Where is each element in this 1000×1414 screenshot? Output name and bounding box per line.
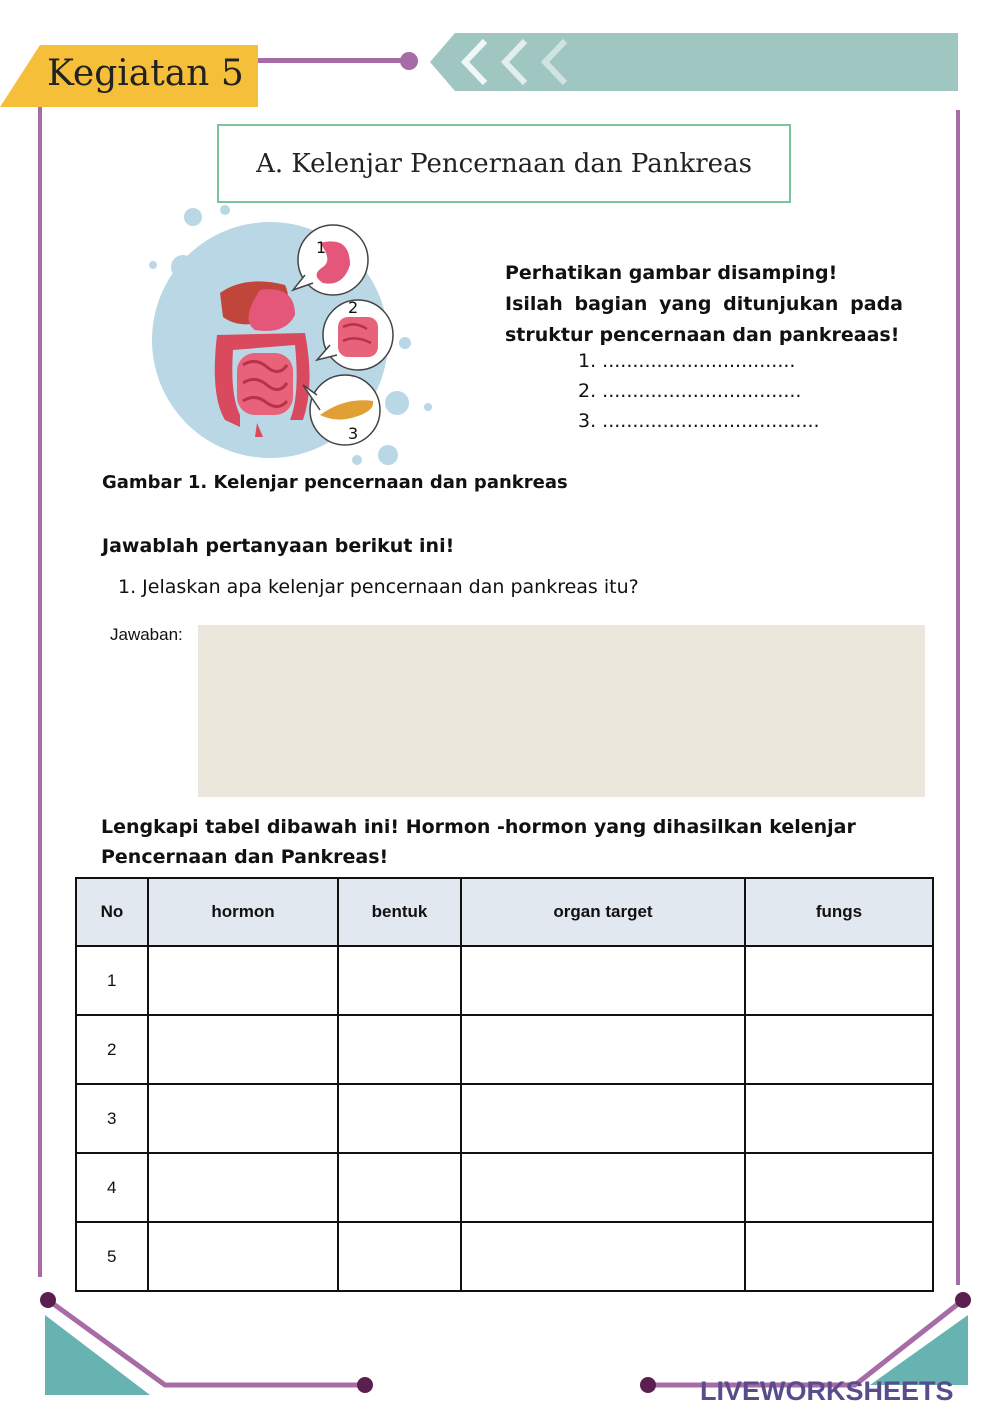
callout-number-1: 1 bbox=[316, 238, 327, 257]
cell-bentuk[interactable] bbox=[338, 1084, 461, 1153]
callout-number-3: 3 bbox=[348, 424, 359, 443]
col-header-no: No bbox=[76, 878, 148, 946]
row-number: 2 bbox=[76, 1015, 148, 1084]
cell-bentuk[interactable] bbox=[338, 946, 461, 1015]
cell-hormon[interactable] bbox=[148, 1222, 338, 1291]
table-header-row bbox=[76, 878, 933, 946]
header-connector-line bbox=[258, 58, 408, 63]
hormone-table bbox=[75, 877, 934, 1292]
col-header-fungsi: fungs bbox=[745, 878, 933, 946]
cell-organ-target[interactable] bbox=[461, 1015, 745, 1084]
callout-number-2: 2 bbox=[348, 298, 359, 317]
row-number: 3 bbox=[76, 1084, 148, 1153]
col-header-organ-target: organ target bbox=[461, 878, 745, 946]
watermark-logo: LIVEWORKSHEETS bbox=[700, 1376, 954, 1406]
digestive-system-illustration bbox=[145, 205, 435, 470]
cell-fungsi[interactable] bbox=[745, 1084, 933, 1153]
table-row bbox=[76, 1153, 933, 1222]
cell-organ-target[interactable] bbox=[461, 1084, 745, 1153]
cell-organ-target[interactable] bbox=[461, 1153, 745, 1222]
answer-input-box[interactable] bbox=[198, 625, 925, 797]
section-title: A. Kelenjar Pencernaan dan Pankreas bbox=[217, 124, 791, 203]
col-header-hormon: hormon bbox=[148, 878, 338, 946]
activity-label: Kegiatan 5 bbox=[47, 53, 244, 94]
row-number: 5 bbox=[76, 1222, 148, 1291]
figure-caption: Gambar 1. Kelenjar pencernaan dan pankreas bbox=[102, 472, 568, 493]
cell-bentuk[interactable] bbox=[338, 1015, 461, 1084]
question-1: 1. Jelaskan apa kelenjar pencernaan dan pankreas itu? bbox=[118, 576, 639, 598]
instruction-line-2: Isilah bagian yang ditunjukan pada struktur pencernaan dan pankreaas! bbox=[505, 293, 903, 346]
frame-right-line bbox=[956, 110, 960, 1285]
cell-organ-target[interactable] bbox=[461, 1222, 745, 1291]
frame-left-line bbox=[38, 107, 42, 1277]
table-heading: Lengkapi tabel dibawah ini! Hormon -hormon yang dihasilkan kelenjar Pencernaan dan Pankreas! bbox=[101, 816, 856, 868]
table-row bbox=[76, 1084, 933, 1153]
cell-bentuk[interactable] bbox=[338, 1153, 461, 1222]
header-connector-dot bbox=[400, 52, 418, 70]
col-header-bentuk: bentuk bbox=[338, 878, 461, 946]
cell-fungsi[interactable] bbox=[745, 1222, 933, 1291]
table-row bbox=[76, 1015, 933, 1084]
cell-hormon[interactable] bbox=[148, 1153, 338, 1222]
cell-bentuk[interactable] bbox=[338, 1222, 461, 1291]
cell-fungsi[interactable] bbox=[745, 946, 933, 1015]
instruction-line-1: Perhatikan gambar disamping! bbox=[505, 262, 838, 284]
cell-hormon[interactable] bbox=[148, 946, 338, 1015]
row-number: 4 bbox=[76, 1153, 148, 1222]
blank-line-1[interactable]: 1. ................................ bbox=[578, 350, 796, 372]
cell-fungsi[interactable] bbox=[745, 1015, 933, 1084]
answer-label: Jawaban: bbox=[110, 625, 183, 644]
chevron-arrows-icon bbox=[445, 33, 605, 91]
table-row bbox=[76, 1222, 933, 1291]
cell-organ-target[interactable] bbox=[461, 946, 745, 1015]
questions-heading: Jawablah pertanyaan berikut ini! bbox=[102, 535, 455, 557]
row-number: 1 bbox=[76, 946, 148, 1015]
blank-line-2[interactable]: 2. ................................. bbox=[578, 380, 802, 402]
blank-line-3[interactable]: 3. .................................... bbox=[578, 410, 820, 432]
cell-hormon[interactable] bbox=[148, 1084, 338, 1153]
instructions-block bbox=[505, 258, 903, 351]
cell-fungsi[interactable] bbox=[745, 1153, 933, 1222]
table-row bbox=[76, 946, 933, 1015]
cell-hormon[interactable] bbox=[148, 1015, 338, 1084]
